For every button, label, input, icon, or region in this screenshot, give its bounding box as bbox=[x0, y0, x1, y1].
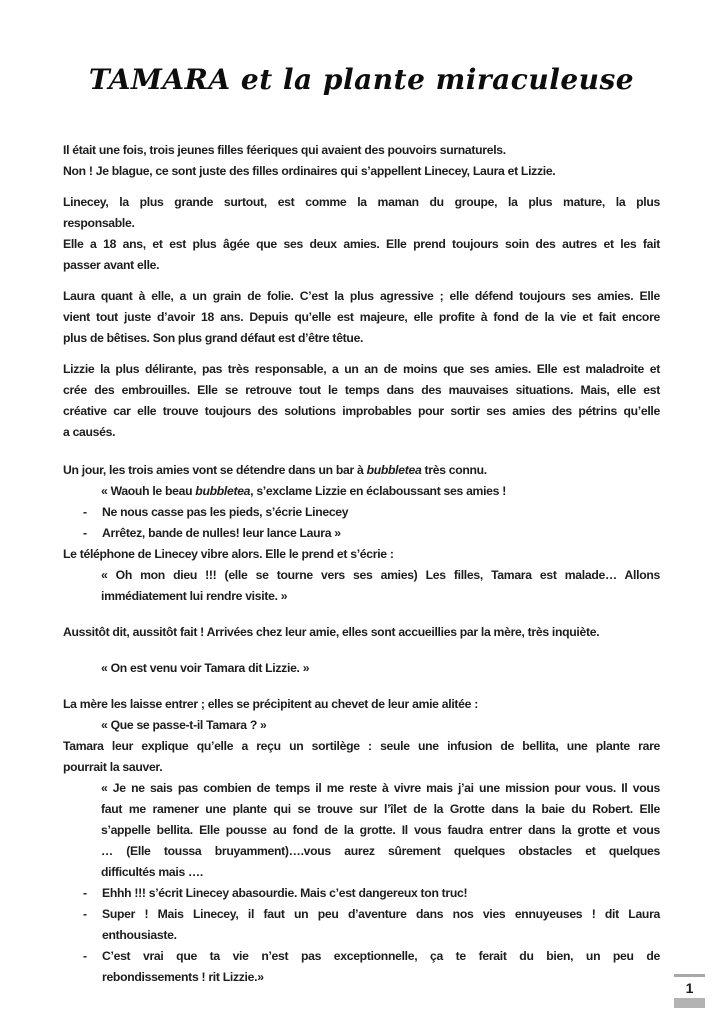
paragraph bbox=[63, 544, 660, 565]
text-run: Un jour, les trois amies vont se détendre dans un bar à bbox=[63, 463, 367, 477]
text-run: passer avant elle. bbox=[63, 258, 160, 272]
text-line bbox=[101, 715, 660, 736]
text-run: Aussitôt dit, aussitôt fait ! Arrivées chez leur amie, elles sont accueillies par la mère, très inquiète. bbox=[63, 625, 600, 639]
page-footer bbox=[674, 974, 705, 1008]
text-run: créative car elle trouve toujours des solutions improbables pour sortir ses amies des pétrins qu’elle bbox=[63, 404, 660, 418]
footer-accent-block bbox=[674, 998, 705, 1008]
italic-text-run: bubbletea bbox=[366, 463, 422, 477]
text-line bbox=[101, 799, 660, 820]
text-run: enthousiaste. bbox=[102, 928, 177, 942]
bullet-dash: - bbox=[83, 505, 87, 519]
text-run: Le téléphone de Linecey vibre alors. Elle le prend et s’écrie : bbox=[63, 547, 394, 561]
text-line bbox=[102, 967, 660, 988]
paragraph-spacer bbox=[63, 443, 660, 460]
quote-paragraph bbox=[63, 778, 660, 883]
text-line bbox=[63, 307, 660, 328]
story-text bbox=[63, 140, 660, 988]
text-run: pourrait la sauver. bbox=[63, 760, 163, 774]
paragraph bbox=[63, 460, 660, 481]
text-line bbox=[102, 502, 660, 523]
text-line bbox=[101, 820, 660, 841]
text-line bbox=[63, 213, 660, 234]
text-run: Tamara leur explique qu’elle a reçu un sortilège : seule une infusion de bellita, une plante rare bbox=[63, 739, 660, 753]
paragraph-spacer bbox=[63, 349, 660, 359]
text-line bbox=[101, 481, 660, 502]
text-line bbox=[101, 841, 660, 862]
text-run: Elle a 18 ans, et est plus âgée que ses deux amies. Elle prend toujours soin des autres et les fait bbox=[63, 237, 660, 251]
text-line bbox=[63, 757, 660, 778]
text-line bbox=[102, 946, 660, 967]
text-line bbox=[101, 778, 660, 799]
text-line bbox=[101, 862, 660, 883]
quote-paragraph bbox=[63, 565, 660, 607]
text-line bbox=[63, 286, 660, 307]
text-line bbox=[63, 544, 660, 565]
bullet-dash: - bbox=[83, 886, 87, 900]
text-line bbox=[63, 694, 660, 715]
paragraph-spacer bbox=[63, 643, 660, 658]
text-run: très connu. bbox=[421, 463, 487, 477]
text-run: responsable. bbox=[63, 216, 135, 230]
italic-text-run: bubbletea bbox=[195, 484, 251, 498]
paragraph bbox=[63, 694, 660, 715]
text-line bbox=[63, 140, 660, 161]
text-line bbox=[63, 255, 660, 276]
text-line bbox=[102, 925, 660, 946]
text-line bbox=[102, 523, 660, 544]
text-run: Il était une fois, trois jeunes filles féeriques qui avaient des pouvoirs surnaturels. bbox=[63, 143, 506, 157]
text-line bbox=[63, 422, 660, 443]
text-run: Ehhh !!! s’écrit Linecey abasourdie. Mais c’est dangereux ton truc! bbox=[102, 886, 468, 900]
text-run: « Oh mon dieu !!! (elle se tourne vers ses amies) Les filles, Tamara est malade… Allons bbox=[101, 568, 660, 582]
text-run: vient tout juste d’avoir 18 ans. Depuis qu’elle est majeure, elle profite à fond de la vie et fait encore bbox=[63, 310, 660, 324]
text-run: C’est vrai que ta vie n’est pas exceptionnelle, ça te ferait du bien, un peu de bbox=[102, 949, 660, 963]
text-run: « Je ne sais pas combien de temps il me reste à vivre mais j’ai une mission pour vous. Il vous bbox=[101, 781, 660, 795]
footer-accent-line bbox=[674, 974, 705, 977]
paragraph-spacer bbox=[63, 276, 660, 286]
bullet-paragraph bbox=[63, 523, 660, 544]
text-line bbox=[63, 359, 660, 380]
text-line bbox=[101, 565, 660, 586]
text-line bbox=[63, 460, 660, 481]
paragraph-spacer bbox=[63, 607, 660, 622]
text-run: … (Elle toussa bruyamment)….vous aurez sûrement quelques obstacles et quelques bbox=[101, 844, 660, 858]
document-title: TAMARA et la plante miraculeuse bbox=[88, 63, 635, 96]
quote-paragraph bbox=[63, 481, 660, 502]
text-run: « Que se passe-t-il Tamara ? » bbox=[101, 718, 267, 732]
text-run: a causés. bbox=[63, 425, 116, 439]
page-number: 1 bbox=[685, 980, 694, 996]
text-run: s’appelle bellita. Elle pousse au fond de la grotte. Il vous faudra entrer dans la grotte et vous bbox=[101, 823, 660, 837]
paragraph bbox=[63, 192, 660, 276]
bullet-dash: - bbox=[83, 949, 87, 963]
text-run: Laura quant à elle, a un grain de folie. C’est la plus agressive ; elle défend toujours ses amies. Elle bbox=[63, 289, 660, 303]
bullet-dash: - bbox=[83, 526, 87, 540]
quote-paragraph bbox=[63, 715, 660, 736]
text-run: plus de bêtises. Son plus grand défaut est d’être têtue. bbox=[63, 331, 364, 345]
paragraph-spacer bbox=[63, 679, 660, 694]
text-run: Non ! Je blague, ce sont juste des filles ordinaires qui s’appellent Linecey, Laura et Lizzie. bbox=[63, 164, 556, 178]
text-run: difficultés mais …. bbox=[101, 865, 203, 879]
text-line bbox=[63, 401, 660, 422]
paragraph bbox=[63, 140, 660, 182]
text-line bbox=[102, 904, 660, 925]
text-line bbox=[63, 380, 660, 401]
text-line bbox=[63, 234, 660, 255]
text-run: Arrêtez, bande de nulles! leur lance Laura » bbox=[102, 526, 341, 540]
text-run: faut me ramener une plante qui se trouve sur l’îlet de la Grotte dans la baie du Robert. Elle bbox=[101, 802, 660, 816]
document-content bbox=[63, 0, 660, 988]
paragraph bbox=[63, 622, 660, 643]
text-run: Super ! Mais Linecey, il faut un peu d’aventure dans nos vies ennuyeuses ! dit Laura bbox=[102, 907, 660, 921]
text-line bbox=[63, 622, 660, 643]
text-run: Linecey, la plus grande surtout, est comme la maman du groupe, la plus mature, la plus bbox=[63, 195, 660, 209]
text-run: « On est venu voir Tamara dit Lizzie. » bbox=[101, 661, 310, 675]
text-run: « Waouh le beau bbox=[101, 484, 196, 498]
text-run: , s’exclame Lizzie en éclaboussant ses amies ! bbox=[250, 484, 506, 498]
text-run: Lizzie la plus délirante, pas très responsable, a un an de moins que ses amies. Elle est maladroite et bbox=[63, 362, 660, 376]
paragraph bbox=[63, 736, 660, 778]
text-run: Ne nous casse pas les pieds, s’écrie Linecey bbox=[102, 505, 349, 519]
bullet-paragraph bbox=[63, 946, 660, 988]
text-line bbox=[101, 658, 660, 679]
text-run: rebondissements ! rit Lizzie.» bbox=[102, 970, 264, 984]
text-run: crée des embrouilles. Elle se retrouve tout le temps dans des mauvaises situations. Mais, elle est bbox=[63, 383, 660, 397]
paragraph bbox=[63, 286, 660, 349]
bullet-dash: - bbox=[83, 907, 87, 921]
text-line bbox=[101, 586, 660, 607]
text-line bbox=[63, 736, 660, 757]
text-line bbox=[63, 192, 660, 213]
text-line bbox=[102, 883, 660, 904]
text-run: immédiatement lui rendre visite. » bbox=[101, 589, 288, 603]
text-line bbox=[63, 161, 660, 182]
bullet-paragraph bbox=[63, 904, 660, 946]
quote-paragraph bbox=[63, 658, 660, 679]
text-line bbox=[63, 328, 660, 349]
bullet-paragraph bbox=[63, 883, 660, 904]
paragraph-spacer bbox=[63, 182, 660, 192]
bullet-paragraph bbox=[63, 502, 660, 523]
text-run: La mère les laisse entrer ; elles se précipitent au chevet de leur amie alitée : bbox=[63, 697, 478, 711]
paragraph bbox=[63, 359, 660, 443]
